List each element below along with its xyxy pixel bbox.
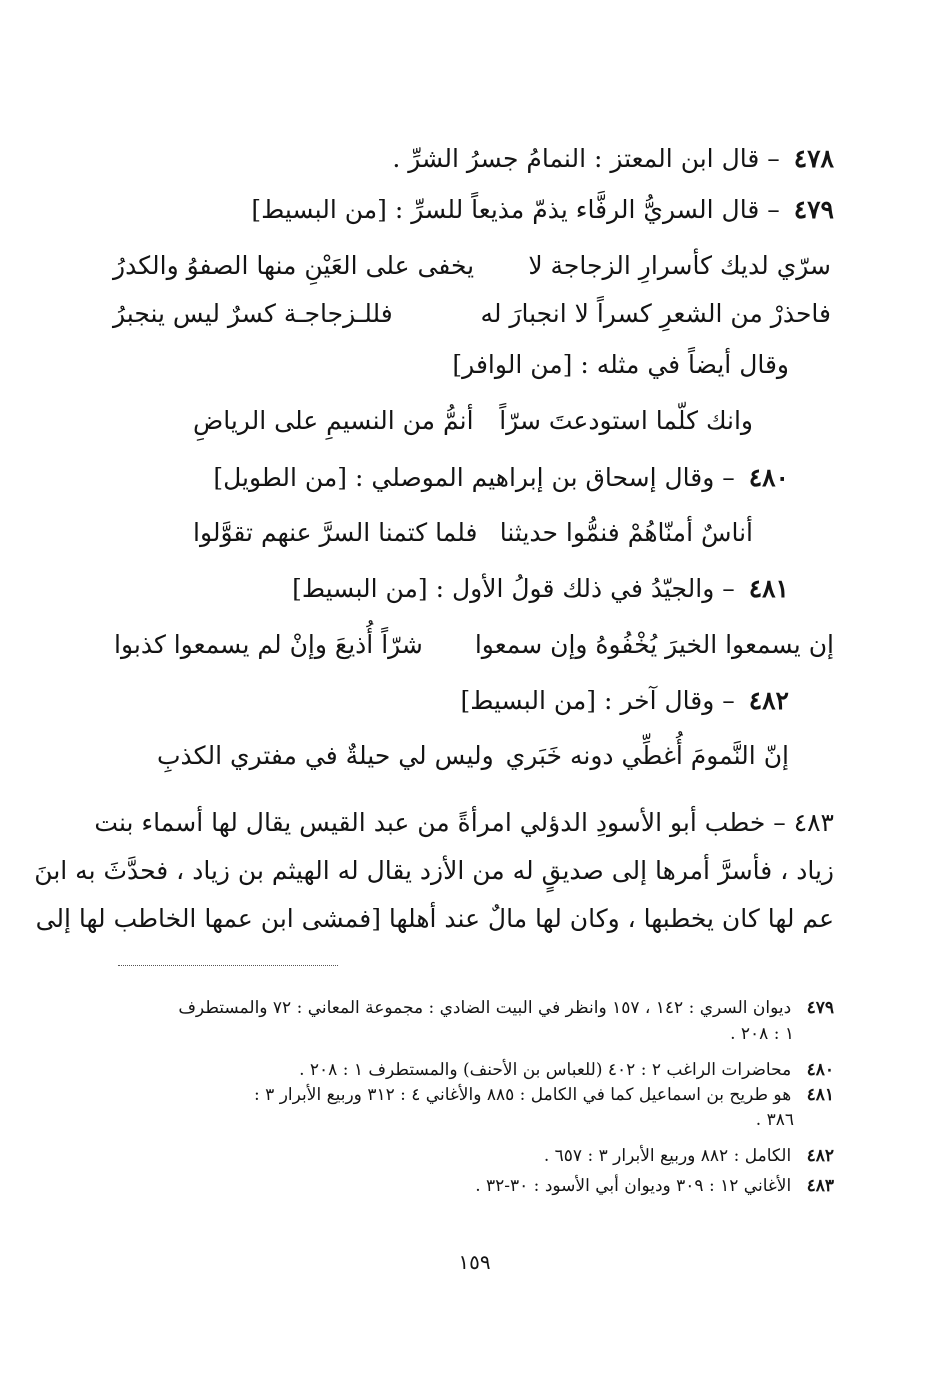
entry-number: ٤٧٩ (793, 195, 834, 224)
verse-hemistich-first: سرّي لديك كأسرارِ الزجاجة لا (528, 251, 831, 280)
page-number: ١٥٩ (458, 1250, 491, 1274)
verse-hemistich-second: يخفى على العَيْنِ منها الصفوُ والكدرُ (113, 251, 475, 280)
footnote-480 (114, 1062, 834, 1079)
entry-text: – والجيّدُ في ذلك قولُ الأول : [من البسيط] (292, 574, 735, 603)
footnote-479-continuation: ١ : ٢٠٨ . (730, 1024, 794, 1044)
entry-text: – وقال آخر : [من البسيط] (460, 686, 735, 715)
entry-483-line-1: ٤٨٣ – خطب أبو الأسودِ الدؤلي امرأةً من عبد القيس يقال لها أسماء بنت (94, 808, 834, 837)
entry-text: – قال السريُّ الرفَّاء يذمّ مذيعاً للسرِّ : [من البسيط] (251, 195, 780, 224)
footnote-text: الأغاني ١٢ : ٣٠٩ وديوان أبي الأسود : ٣٠-٣٢ . (475, 1176, 792, 1196)
verse-hemistich-second: أنمُّ من النسيمِ على الرياضِ (193, 406, 474, 435)
footnote-separator (118, 965, 338, 966)
footnote-text: هو طريح بن اسماعيل كما في الكامل : ٨٨٥ والأغاني ٤ : ٣١٢ وربيع الأبرار ٣ : (254, 1085, 792, 1105)
entry-text: – وقال إسحاق بن إبراهيم الموصلي : [من الطويل] (213, 463, 735, 492)
verse-hemistich-second: وليس لي حيلةٌ في مفتري الكذبِ (157, 741, 494, 770)
verse-line (193, 520, 753, 545)
footnote-number: ٤٨٠ (806, 1060, 834, 1080)
verse-line (157, 743, 789, 768)
footnote-text: ديوان السري : ١٤٢ ، ١٥٧ وانظر في البيت الضادي : مجموعة المعاني : ٧٢ والمستطرف (178, 998, 792, 1018)
entry-481 (292, 576, 789, 601)
footnote-text: محاضرات الراغب ٢ : ٤٠٢ (للعباس بن الأحنف) والمستطرف ١ : ٢٠٨ . (299, 1060, 792, 1080)
footnote-481 (114, 1087, 834, 1104)
entry-479 (251, 197, 834, 222)
entry-number: ٤٨١ (748, 574, 789, 603)
verse-line (193, 408, 753, 433)
footnote-479 (114, 1000, 834, 1017)
verse-hemistich-first: وانك كلّما استودعتَ سرّاً (499, 406, 753, 435)
verse-hemistich-first: إن يسمعوا الخيرَ يُخْفُوهُ وإن سمعوا (474, 630, 834, 659)
footnote-text: الكامل : ٨٨٢ وربيع الأبرار ٣ : ٦٥٧ . (543, 1146, 792, 1166)
footnote-482 (114, 1148, 834, 1165)
verse-line (113, 301, 831, 326)
verse-hemistich-first: فاحذرْ من الشعرِ كسراً لا انجبارَ له (480, 299, 831, 328)
verse-hemistich-second: فللـزجاجـة كسرٌ ليس ينجبرُ (113, 299, 393, 328)
intro-line (452, 352, 789, 377)
entry-text: – قال ابن المعتز : النمامُ جسرُ الشرِّ . (392, 144, 780, 173)
footnote-number: ٤٨٢ (806, 1146, 834, 1166)
entry-483-line-2: زياد ، فأسرَّ أمرها إلى صديقٍ له من الأزد يقال له الهيثم بن زياد ، فحدَّثَ به ابنَ (34, 856, 834, 885)
entry-478 (392, 146, 834, 171)
intro-text: وقال أيضاً في مثله : [من الوافر] (452, 350, 789, 379)
entry-number: ٤٧٨ (793, 144, 834, 173)
footnote-number: ٤٨١ (806, 1085, 834, 1105)
entry-number: ٤٨٠ (748, 463, 789, 492)
footnote-483 (114, 1178, 834, 1195)
entry-number: ٤٨٢ (748, 686, 789, 715)
verse-hemistich-first: إنّ النَّمومَ أُغطِّي دونه خَبَري (505, 741, 789, 770)
entry-482 (460, 688, 789, 713)
verse-hemistich-second: فلما كتمنا السرَّ عنهم تقوَّلوا (193, 518, 478, 547)
verse-line (113, 253, 831, 278)
entry-480 (213, 465, 789, 490)
footnote-number: ٤٧٩ (806, 998, 834, 1018)
entry-483-line-3: عم لها كان يخطبها ، وكان لها مالٌ عند أهلها [فمشى ابن عمها الخاطب لها إلى (35, 904, 834, 933)
verse-hemistich-first: أناسٌ أمنّاهُمْ فنمُّوا حديثنا (499, 518, 753, 547)
footnote-481-continuation: ٣٨٦ . (755, 1110, 794, 1130)
verse-line (114, 632, 834, 657)
verse-hemistich-second: شرّاً أُذيعَ وإنْ لم يسمعوا كذبوا (114, 630, 423, 659)
footnote-number: ٤٨٣ (806, 1176, 834, 1196)
